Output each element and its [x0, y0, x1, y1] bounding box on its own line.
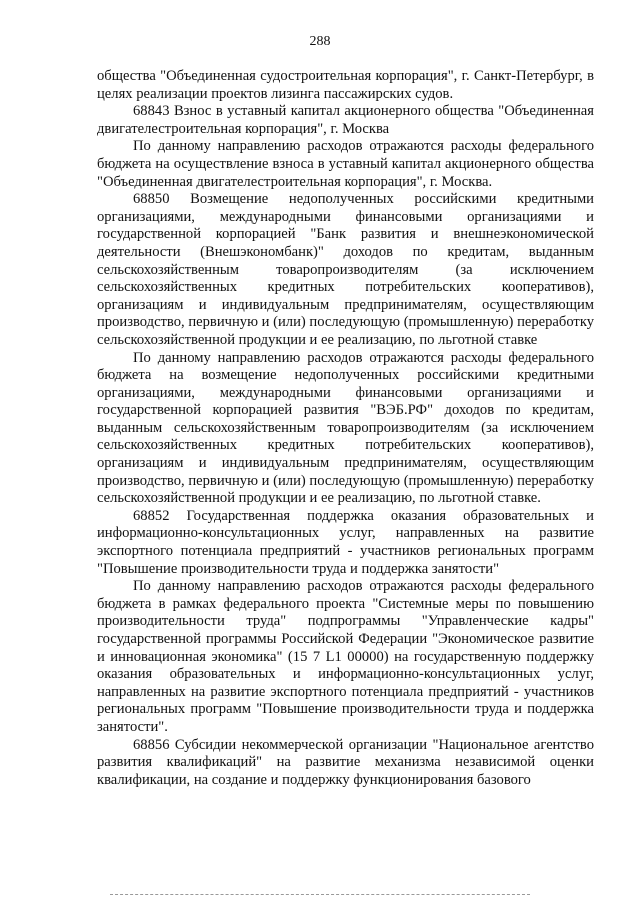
footer-rule [110, 894, 530, 896]
paragraph-code-68856: 68856 Субсидии некоммерческой организации "Национальное агентство развития квалификаций" на развитие механизма независимой оценки квалификации, на создание и поддержку функционирования базового [97, 736, 594, 788]
paragraph-code-68843: 68843 Взнос в уставный капитал акционерного общества "Объединенная двигателестроительная корпорация", г. Москва [97, 103, 594, 137]
paragraph-description-68852: По данному направлению расходов отражаются расходы федерального бюджета в рамках федерального проекта "Системные меры по повышению производительности труда" подпрограммы "Управленческие кадры" государственной программы Российской Федерации "Экономическое развитие и инновационная экономика" (15 7 L1 00000) на государственную поддержку оказания образовательных и информационно-консультационных услуг, направленных на развитие экспортного потенциала предприятий - участников региональных программ "Повышение производительности труда и поддержка занятости". [97, 578, 594, 735]
paragraph-code-68850: 68850 Возмещение недополученных российскими кредитными организациями, международными финансовыми организациями и государственной корпорацией "Банк развития и внешнеэкономической деятельности (Внешэкономбанк)" доходов по кредитам, выданным сельскохозяйственным товаропроизводителям (за исключением сельскохозяйственных кредитных потребительских кооперативов), организациям и индивидуальным предпринимателям, осуществляющим производство, первичную и (или) последующую (промышленную) переработку сельскохозяйственной продукции и ее реализацию, по льготной ставке [97, 191, 594, 348]
page-number: 288 [309, 34, 331, 49]
body-text [97, 68, 594, 789]
paragraph-description-68843: По данному направлению расходов отражаются расходы федерального бюджета на осуществление взноса в уставный капитал акционерного общества "Объединенная двигателестроительная корпорация", г. Москва. [97, 138, 594, 190]
paragraph-description-68850: По данному направлению расходов отражаются расходы федерального бюджета на возмещение недополученных российскими кредитными организациями, международными финансовыми организациями и государственной корпорацией развития "ВЭБ.РФ" доходов по кредитам, выданным сельскохозяйственным товаропроизводителям (за исключением сельскохозяйственных кредитных потребительских кооперативов), организациям и индивидуальным предпринимателям, осуществляющим производство, первичную и (или) последующую (промышленную) переработку сельскохозяйственной продукции и ее реализацию, по льготной ставке. [97, 349, 594, 507]
paragraph-code-68852: 68852 Государственная поддержка оказания образовательных и информационно-консультационных услуг, направленных на развитие экспортного потенциала предприятий - участников региональных программ "Повышение производительности труда и поддержка занятости" [97, 507, 594, 577]
paragraph-continuation: общества "Объединенная судостроительная корпорация", г. Санкт-Петербург, в целях реализации проектов лизинга пассажирских судов. [97, 68, 594, 102]
